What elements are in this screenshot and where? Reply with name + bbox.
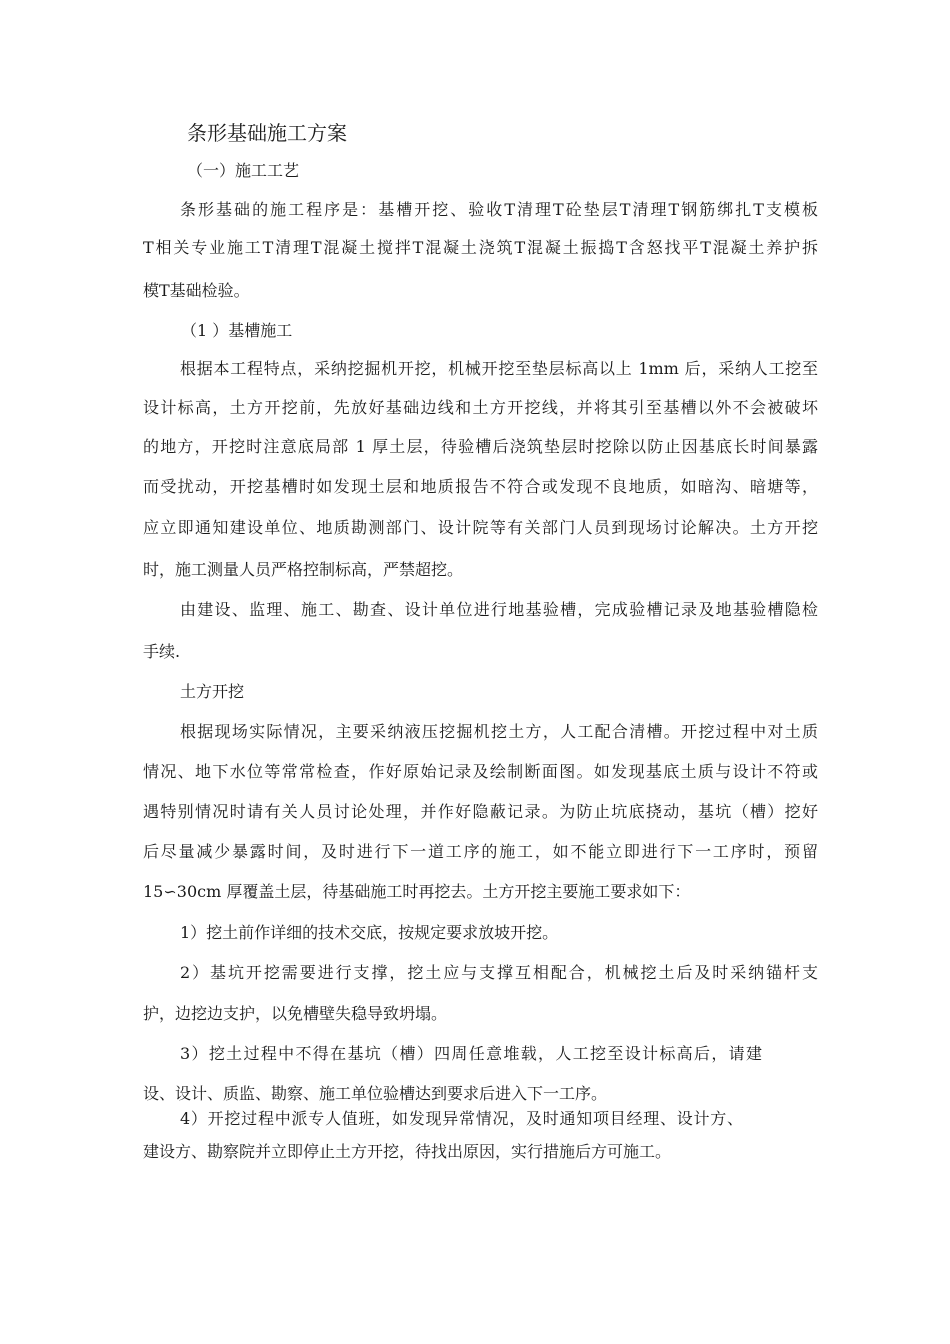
paragraph-line: 时，施工测量人员严格控制标高，严禁超挖。 [143, 560, 464, 579]
list-item-2-line: 护，边挖边支护，以免槽壁失稳导致坍塌。 [143, 1004, 448, 1023]
paragraph-line: 后尽量减少暴露时间，及时进行下一道工序的施工，如不能立即进行下一工序时，预留 [143, 842, 818, 861]
section-heading-excavation: 土方开挖 [180, 682, 245, 701]
paragraph-line: 根据现场实际情况，主要采纳液压挖掘机挖土方，人工配合清槽。开挖过程中对土质 [180, 722, 818, 741]
list-item-3-line: 设、设计、质监、勘察、施工单位验槽达到要求后进入下一工序。 [143, 1084, 608, 1103]
paragraph-line: 遇特别情况时请有关人员讨论处理，并作好隐蔽记录。为防止坑底挠动，基坑（槽）挖好 [143, 802, 818, 821]
list-item-4-line: 4）开挖过程中派专人值班，如发现异常情况，及时通知项目经理、设计方、 [180, 1109, 743, 1128]
document-title: 条形基础施工方案 [187, 121, 347, 145]
paragraph-line: 而受扰动，开挖基槽时如发现土层和地质报告不符合或发现不良地质，如暗沟、暗塘等， [143, 477, 818, 496]
paragraph-line: 应立即通知建设单位、地质勘测部门、设计院等有关部门人员到现场讨论解决。土方开挖 [143, 518, 818, 537]
paragraph-line: 由建设、监理、施工、勘查、设计单位进行地基验槽，完成验槽记录及地基验槽隐检 [180, 600, 818, 619]
section-heading-process: （一）施工工艺 [187, 161, 300, 180]
paragraph-line: 的地方，开挖时注意底局部 1 厚土层，待验槽后浇筑垫层时挖除以防止因基底长时间暴露 [143, 437, 818, 456]
list-item-3-line: 3）挖土过程中不得在基坑（槽）四周任意堆载，人工挖至设计标高后，请建 [180, 1044, 762, 1063]
list-item-1: 1）挖土前作详细的技术交底，按规定要求放坡开挖。 [180, 923, 559, 942]
paragraph-line: 设计标高，土方开挖前，先放好基础边线和土方开挖线，并将其引至基槽以外不会被破坏 [143, 398, 818, 417]
paragraph-line: 手续. [143, 642, 181, 661]
paragraph-line: 情况、地下水位等常常检查，作好原始记录及绘制断面图。如发现基底土质与设计不符或 [143, 762, 818, 781]
list-item-4-line: 建设方、勘察院并立即停止土方开挖，待找出原因，实行措施后方可施工。 [143, 1142, 672, 1161]
paragraph-line: 条形基础的施工程序是：基槽开挖、验收T清理T砼垫层T清理T钢筋绑扎T支模板 [180, 200, 818, 219]
section-heading-trench: （1 ）基槽施工 [181, 321, 293, 340]
list-item-2-line: 2）基坑开挖需要进行支撑，挖土应与支撑互相配合，机械挖土后及时采纳锚杆支 [180, 963, 818, 982]
paragraph-line: T相关专业施工T清理T混凝土搅拌T混凝土浇筑T混凝土振捣T含怒找平T混凝土养护拆 [143, 238, 818, 257]
paragraph-line: 15∽30cm 厚覆盖土层，待基础施工时再挖去。土方开挖主要施工要求如下： [143, 882, 691, 901]
paragraph-line: 根据本工程特点，采纳挖掘机开挖，机械开挖至垫层标高以上 1mm 后，采纳人工挖至 [180, 359, 818, 378]
paragraph-line: 模T基础检验。 [143, 281, 250, 300]
